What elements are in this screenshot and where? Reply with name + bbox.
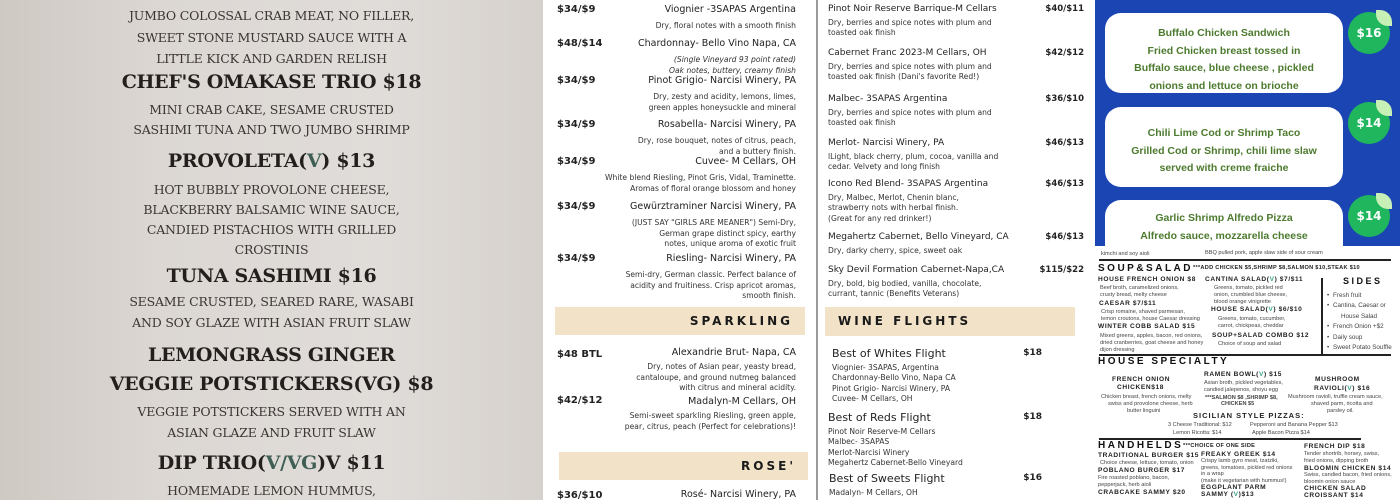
flight-name: Best of Whites Flight — [832, 347, 946, 360]
wine-desc: (Single Vineyard 93 point rated) — [673, 55, 796, 64]
wine-price: $115/$22 — [1039, 265, 1084, 275]
menu-text: Greens, tomato, pickled red — [1214, 285, 1283, 291]
flight-wine: Pinot Noir Reserve-M Cellars — [828, 427, 936, 436]
wine-desc: toasted oak finish (Dani's favorite Red!) — [828, 72, 980, 82]
menu-text: kimchi and soy aioli — [1101, 251, 1150, 257]
wine-name: Gewürztraminer Narcisi Winery, PA — [630, 201, 796, 212]
wine-name: Chardonnay- Bello Vino Napa, CA — [637, 38, 796, 49]
side-item: House Salad — [1341, 312, 1378, 320]
item-name: TUNA SASHIMI $16 — [166, 265, 377, 287]
menu-text: pepperjack, herb aioli — [1098, 481, 1152, 488]
wine-price: $46/$13 — [1045, 232, 1084, 242]
wine-desc: and a buttery finish. — [719, 146, 796, 156]
flight-wine: Pinot Grigio- Narcisi Winery, PA — [832, 383, 951, 393]
wine-price: $40/$11 — [1045, 4, 1084, 14]
bullet-icon: • — [1327, 323, 1330, 331]
food-menu — [1095, 246, 1400, 500]
section-title: HOUSE SPECIALTY — [1098, 356, 1230, 367]
wine-desc: Aromas of floral orange blossom and honey — [630, 183, 796, 193]
menu-item: FRENCH DIP $18 — [1304, 443, 1366, 450]
menu-item: FREAKY GREEK $14 — [1201, 450, 1276, 458]
menu-text: carrot, chickpeas, cheddar — [1218, 323, 1284, 329]
special-title: Garlic Shrimp Alfredo Pizza — [1155, 212, 1293, 224]
wine-desc: toasted oak finish — [828, 118, 896, 128]
menu-text: CHICKEN $5 — [1221, 401, 1255, 407]
special-card — [1105, 13, 1343, 93]
wine-desc: notes, unique aroma of exotic fruit — [664, 239, 796, 249]
menu-item: CHICKEN SALAD — [1304, 485, 1367, 492]
section-header-sparkling: SPARKLING — [555, 307, 805, 335]
wine-desc: (JUST SAY "GIRLS ARE MEANER") Semi-Dry, — [631, 218, 796, 227]
menu-text: 3 Cheese Traditional: $12 — [1168, 422, 1232, 428]
menu-item: SOUP+SALAD COMBO $12 — [1212, 332, 1310, 339]
side-item: Fresh fruit — [1333, 292, 1362, 299]
wine-name: Malbec- 3SAPAS Argentina — [828, 94, 948, 104]
price-badge: $16 — [1348, 12, 1390, 54]
bullet-icon: • — [1327, 344, 1330, 351]
item-desc: SASHIMI TUNA AND TWO JUMBO SHRIMP — [133, 122, 410, 137]
item-desc: HOT BUBBLY PROVOLONE CHEESE, — [153, 182, 390, 197]
divider — [1099, 259, 1391, 261]
item-name: CHEF'S OMAKASE TRIO $18 — [121, 71, 422, 93]
menu-text: candied jalepenos, shoyu egg — [1204, 387, 1279, 393]
wine-name: Icono Red Blend- 3SAPAS Argentina — [828, 179, 989, 189]
section-header-wine-flights: WINE FLIGHTS — [825, 307, 1075, 336]
menu-item: CHICKEN$18 — [1117, 384, 1165, 391]
menu-text: Greens, tomato, cucumber, — [1218, 316, 1286, 322]
flight-name: Best of Sweets Flight — [829, 472, 945, 485]
menu-text: Mixed greens, apples, bacon, red onions, — [1100, 333, 1203, 339]
menu-text: fried onions, dipping broth — [1304, 457, 1369, 464]
item-desc: CANDIED PISTACHIOS WITH GRILLED — [146, 222, 397, 237]
wine-price: $42/$12 — [557, 395, 603, 406]
menu-text: dried cranberries, goat cheese and honey — [1100, 340, 1204, 346]
wine-price: $48 BTL — [557, 349, 603, 360]
wine-desc: (Great for any red drinker!) — [828, 213, 932, 223]
wine-desc: pear, citrus, peach (Perfect for celebrations)! — [624, 421, 796, 431]
menu-text: Lemon Ricotta: $14 — [1173, 430, 1222, 436]
wine-name: Megahertz Cabernet, Bello Vineyard, CA — [828, 232, 1009, 242]
appetizer-menu-photo — [0, 0, 543, 500]
item-desc: SESAME CRUSTED, SEARED RARE, WASABI — [129, 294, 414, 309]
menu-text: ***SALMON $8 ,SHRIMP $8, — [1205, 394, 1278, 401]
item-desc: BLACKBERRY BALSAMIC WINE SAUCE, — [143, 202, 400, 217]
flight-wine: Merlot-Narcisi Winery — [828, 447, 910, 457]
menu-item: CRABCAKE SAMMY $20 — [1098, 488, 1186, 496]
menu-text: Pepperoni and Banana Pepper $13 — [1250, 422, 1338, 428]
item-desc: AND SOY GLAZE WITH ASIAN FRUIT SLAW — [132, 315, 411, 330]
special-card — [1105, 200, 1343, 246]
menu-text: swiss and provolone cheese, herb — [1108, 401, 1193, 407]
section-title: SOUP&SALAD — [1098, 263, 1194, 274]
section-title: HANDHELDS — [1098, 440, 1184, 451]
bullet-icon: • — [1327, 292, 1330, 299]
wine-name: Rosabella- Narcisi Winery, PA — [657, 119, 796, 130]
menu-item: CANTINA SALAD(V) $7/$11 — [1205, 276, 1304, 283]
wine-price: $46/$13 — [1045, 179, 1084, 189]
specials-board — [1095, 0, 1400, 246]
wine-desc: Dry, berries and spice notes with plum and — [828, 62, 992, 71]
menu-text: butter linguini — [1127, 408, 1161, 414]
menu-text: Choice cheese, lettuce, tomato, onion — [1100, 460, 1194, 466]
wine-desc: Dry, darky cherry, spice, sweet oak — [828, 246, 963, 255]
divider — [1321, 278, 1323, 354]
menu-text: Crisp romaine, shaved parmesan, — [1101, 309, 1185, 315]
wine-price: $34/$9 — [557, 4, 596, 15]
wine-desc: strawberry nots with herbal finish. — [828, 203, 959, 213]
menu-item: HOUSE FRENCH ONION $8 — [1098, 276, 1196, 283]
wine-desc: Dry, bold, big bodied, vanilla, chocolate, — [828, 279, 982, 288]
wine-desc: cedar. Velvety and long finish — [828, 162, 940, 172]
wine-name: Cabernet Franc 2023-M Cellars, OH — [828, 48, 987, 58]
flight-wine: Chardonnay-Bello Vino, Napa CA — [832, 373, 956, 383]
special-title: Buffalo Chicken Sandwich — [1158, 27, 1290, 39]
menu-item: RAMEN BOWL(V) $15 — [1204, 371, 1282, 378]
flight-wine: Viognier- 3SAPAS, Argentina — [832, 363, 939, 372]
menu-text: parsley oil. — [1327, 408, 1354, 414]
menu-item: CAESAR $7/$11 — [1099, 300, 1157, 307]
wine-desc: Oak notes, buttery, creamy finish — [669, 65, 796, 75]
special-title: Chili Lime Cod or Shrimp Taco — [1147, 127, 1301, 139]
wine-desc: acidity and fruitiness. Crisp apricot aromas, — [630, 280, 796, 290]
item-name: LEMONGRASS GINGER — [147, 344, 396, 366]
wine-desc: smooth finish. — [742, 291, 796, 301]
item-desc: SWEET STONE MUSTARD SAUCE WITH A — [136, 30, 407, 45]
menu-text: Asian broth, pickled vegetables, — [1204, 380, 1283, 386]
item-name: DIP TRIO(V/VG)V $11 — [157, 452, 386, 474]
flight-price: $16 — [1023, 473, 1042, 483]
wine-desc: Semi-dry, German classic. Perfect balance of — [625, 270, 796, 279]
menu-text: Chicken breast, french onions, melty — [1101, 394, 1192, 400]
menu-text: BBQ pulled pork, apple slaw side of sour cream — [1205, 250, 1323, 256]
wine-desc: currant, tannic (Benefits Veterans) — [828, 289, 960, 299]
wine-name: Madalyn-M Cellars, OH — [688, 396, 796, 407]
flight-wine: Megahertz Cabernet-Bello Vineyard — [828, 458, 963, 468]
wine-price: $34/$9 — [557, 156, 596, 167]
wine-desc: green apples honeysuckle and mineral — [648, 102, 796, 112]
menu-text: dijon dressing — [1100, 347, 1135, 353]
special-desc: Alfredo sauce, mozzarella cheese — [1140, 229, 1308, 242]
flight-name: Best of Reds Flight — [828, 411, 931, 424]
wine-name: Pinot Noir Reserve Barrique-M Cellars — [828, 4, 997, 14]
section-title: SIDES — [1343, 276, 1383, 286]
wine-desc: Dry, Malbec, Merlot, Chenin blanc, — [828, 193, 959, 202]
wine-desc: Dry, notes of Asian pear, yeasty bread, — [647, 362, 796, 371]
section-note: ***CHOICE OF ONE SIDE — [1183, 443, 1256, 449]
menu-text: Apple Bacon Pizza $14 — [1252, 430, 1310, 436]
wine-price: $34/$9 — [557, 119, 596, 130]
wine-price: $42/$12 — [1045, 48, 1084, 58]
menu-item: EGGPLANT PARM — [1201, 484, 1267, 491]
menu-text: lemon croutons, house Caesar dressing — [1101, 316, 1200, 322]
wine-desc: Dry, rose bouquet, notes of citrus, peach, — [637, 136, 796, 145]
wine-price: $36/$10 — [1045, 94, 1084, 104]
wine-name: Viognier -3SAPAS Argentina — [664, 4, 796, 15]
wine-name: Rosé- Narcisi Winery, PA — [680, 489, 796, 500]
wine-desc: Semi-sweet sparkling Riesling, green apple, — [629, 411, 796, 420]
wine-price: $34/$9 — [557, 201, 596, 212]
wine-price: $36/$10 — [557, 490, 603, 501]
item-desc: VEGGIE POTSTICKERS SERVED WITH AN — [137, 404, 406, 419]
menu-text: Beef broth, caramelized onions, — [1100, 285, 1179, 291]
special-desc: Buffalo sauce, blue cheese , pickled — [1134, 62, 1314, 74]
menu-item: WINTER COBB SALAD $15 — [1098, 323, 1196, 330]
menu-text: Mushroom ravioli, truffle cream sauce, — [1288, 394, 1383, 400]
wine-desc: Dry, floral notes with a smooth finish — [655, 21, 796, 30]
wine-desc: cantaloupe, and ground nutmeg balanced — [636, 372, 796, 382]
wine-desc: Dry, zesty and acidity, lemons, limes, — [653, 92, 796, 101]
menu-item: MUSHROOM — [1315, 376, 1360, 383]
wine-price: $34/$9 — [557, 253, 596, 264]
item-desc: ASIAN GLAZE AND FRUIT SLAW — [167, 425, 376, 440]
menu-item: FRENCH ONION — [1112, 376, 1171, 383]
wine-name: Cuvee- M Cellars, OH — [695, 156, 796, 167]
item-desc: JUMBO COLOSSAL CRAB MEAT, NO FILLER, — [128, 8, 415, 23]
wine-price: $46/$13 — [1045, 138, 1084, 148]
menu-item: POBLANO BURGER $17 — [1098, 467, 1186, 474]
menu-text: (make it vegetarian with hummus!) — [1201, 477, 1287, 484]
wine-desc: lLight, black cherry, plum, cocoa, vanilla and — [828, 152, 999, 161]
wine-desc: German grape distinct spicy, earthy — [659, 228, 796, 238]
item-name: PROVOLETA(V) $13 — [167, 150, 376, 172]
item-desc: CROSTINIS — [234, 242, 309, 257]
section-note: ***ADD CHICKEN $5,SHRIMP $8,SALMON $10,STEAK $10 — [1193, 265, 1360, 271]
flight-wine: Madalyn- M Cellars, OH — [829, 488, 918, 497]
special-desc: Grilled Cod or Shrimp, chili lime slaw — [1131, 144, 1317, 157]
wine-name: Sky Devil Formation Cabernet-Napa,CA — [828, 265, 1005, 275]
wine-price: $34/$9 — [557, 75, 596, 86]
wine-desc: toasted oak finish — [828, 28, 896, 38]
menu-text: Choice of soup and salad — [1218, 341, 1282, 347]
item-name: VEGGIE POTSTICKERS(VG) $8 — [109, 373, 434, 395]
menu-text: crusty bread, melty cheese — [1100, 292, 1167, 298]
wine-name: Pinot Grigio- Narcisi Winery, PA — [648, 75, 796, 86]
wine-name: Riesling- Narcisi Winery, PA — [666, 253, 796, 264]
menu-text: blood orange vinigrette — [1214, 299, 1271, 305]
column-divider — [816, 0, 818, 500]
special-desc: served with creme fraiche — [1159, 162, 1289, 174]
special-desc: onions and lettuce on brioche — [1149, 79, 1299, 92]
menu-item: SAMMY (V)$13 — [1201, 491, 1255, 498]
menu-item: CROISSANT $14 — [1304, 492, 1364, 499]
side-item: Daily soup — [1333, 333, 1363, 341]
flight-price: $18 — [1023, 412, 1042, 422]
side-item: Cantina, Caesar or — [1333, 302, 1386, 310]
flight-price: $18 — [1023, 348, 1042, 358]
wine-desc: with citrus and mineral acidity. — [679, 383, 796, 393]
menu-text: shaved parm, ricotta and — [1311, 401, 1373, 407]
wine-desc: White blend Riesling, Pinot Gris, Vidal, Traminette. — [605, 173, 796, 182]
wine-name: Merlot- Narcisi Winery, PA — [828, 138, 945, 148]
special-desc: Fried Chicken breast tossed in — [1147, 44, 1301, 57]
wine-desc: Dry, berries and spice notes with plum and — [828, 18, 992, 27]
menu-item: BLOOMIN CHICKEN $14 — [1304, 464, 1392, 472]
menu-text: Fire roasted poblano, bacon, — [1098, 475, 1170, 481]
bullet-icon: • — [1327, 333, 1330, 341]
price-badge: $14 — [1348, 195, 1390, 237]
item-desc: HOMEMADE LEMON HUMMUS, — [167, 483, 376, 498]
item-desc: MINI CRAB CAKE, SESAME CRUSTED — [149, 102, 394, 117]
side-item: French Onion +$2 — [1333, 323, 1384, 331]
menu-text: Tender shortrib, horsey, swiss, — [1304, 451, 1380, 457]
section-header-rose: ROSE' — [559, 452, 808, 480]
menu-text: onion, crumbled blue cheese, — [1214, 292, 1288, 298]
wine-price: $48/$14 — [557, 38, 603, 49]
wine-name: Alexandrie Brut- Napa, CA — [671, 347, 796, 358]
menu-text: greens, tomatoes, pickled red onions — [1201, 464, 1293, 471]
bullet-icon: • — [1327, 302, 1330, 310]
menu-text: Crispy lamb gyro meat, tzatziki, — [1201, 458, 1279, 464]
menu-text: in a wrap — [1201, 471, 1224, 477]
menu-text: bloomin onion sauce — [1304, 478, 1356, 485]
menu-text: Swiss, candied bacon, fried onions, — [1304, 472, 1392, 478]
menu-item: SICILIAN STYLE PIZZAS: — [1193, 411, 1305, 420]
price-badge: $14 — [1348, 102, 1390, 144]
menu-item: HOUSE SALAD(V) $6/$10 — [1211, 306, 1303, 313]
item-desc: LITTLE KICK AND GARDEN RELISH — [156, 51, 387, 66]
special-card — [1105, 107, 1343, 187]
side-item: Sweet Potato Souffle — [1333, 344, 1392, 351]
menu-item: TRADITIONAL BURGER $15 — [1098, 452, 1200, 459]
flight-wine: Malbec- 3SAPAS — [828, 437, 890, 447]
wine-desc: Dry, berries and spice notes with plum and — [828, 108, 992, 117]
menu-item: RAVIOLI(V) $16 — [1314, 385, 1371, 392]
flight-wine: Cuvee- M Cellars, OH — [832, 394, 913, 404]
